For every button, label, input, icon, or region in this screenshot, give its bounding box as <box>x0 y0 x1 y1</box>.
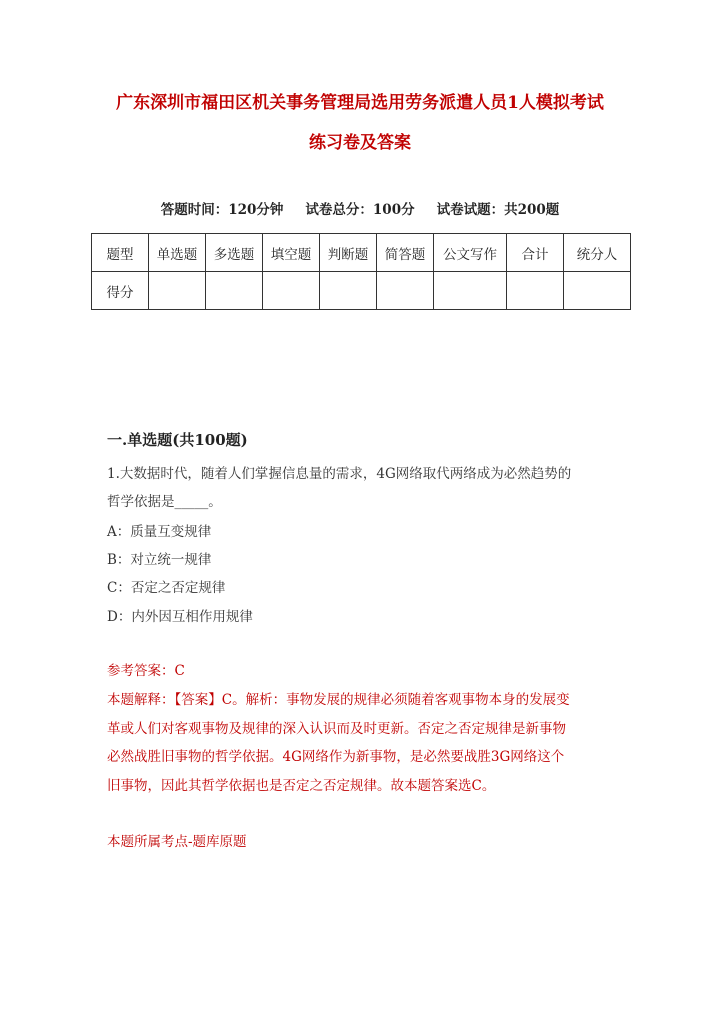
score-table-header-cell: 填空题 <box>263 234 320 272</box>
score-cell <box>507 272 564 310</box>
score-table-header-cell: 判断题 <box>320 234 377 272</box>
explanation-line: 旧事物，因此其哲学依据也是否定之否定规律。故本题答案选C。 <box>107 778 496 794</box>
reference-answer: 参考答案：C <box>107 663 185 679</box>
score-table-score-row <box>92 272 631 310</box>
score-cell <box>564 272 631 310</box>
option-b: B：对立统一规律 <box>107 552 212 568</box>
exam-time: 答题时间：120分钟 <box>160 202 284 218</box>
exam-total-score: 试卷总分：100分 <box>305 202 415 218</box>
document-title-line-1: 广东深圳市福田区机关事务管理局选用劳务派遣人员1人模拟考试 <box>116 93 604 113</box>
score-table-header-cell: 题型 <box>92 234 149 272</box>
option-d: D：内外因互相作用规律 <box>107 609 253 625</box>
explanation-line: 本题解释：【答案】C。解析：事物发展的规律必须随着客观事物本身的发展变 <box>107 692 570 708</box>
option-a: A：质量互变规律 <box>107 524 212 540</box>
score-cell <box>320 272 377 310</box>
option-c: C：否定之否定规律 <box>107 580 226 596</box>
score-cell <box>434 272 507 310</box>
score-table-header-cell: 合计 <box>507 234 564 272</box>
score-cell <box>377 272 434 310</box>
question-stem-line-1: 1.大数据时代，随着人们掌握信息量的需求，4G网络取代两络成为必然趋势的 <box>107 466 572 482</box>
question-stem-line-2: 哲学依据是_____。 <box>107 494 222 510</box>
score-cell <box>149 272 206 310</box>
section-title: 一.单选题(共100题) <box>107 431 248 449</box>
score-cell <box>263 272 320 310</box>
score-table-header-cell: 简答题 <box>377 234 434 272</box>
explanation-line: 必然战胜旧事物的哲学依据。4G网络作为新事物，是必然要战胜3G网络这个 <box>107 749 565 765</box>
score-cell <box>206 272 263 310</box>
score-table-header-cell: 单选题 <box>149 234 206 272</box>
score-table <box>91 233 631 310</box>
score-table-header-cell: 统分人 <box>564 234 631 272</box>
source-note: 本题所属考点-题库原题 <box>107 834 247 850</box>
score-table-header-row <box>92 234 631 272</box>
document-title-line-2: 练习卷及答案 <box>309 133 411 153</box>
exam-meta-info <box>90 200 630 220</box>
exam-question-count: 试卷试题：共200题 <box>436 202 560 218</box>
score-row-label: 得分 <box>92 272 149 310</box>
score-table-header-cell: 公文写作 <box>434 234 507 272</box>
explanation-line: 革或人们对客观事物及规律的深入认识而及时更新。否定之否定规律是新事物 <box>107 721 566 737</box>
score-table-header-cell: 多选题 <box>206 234 263 272</box>
